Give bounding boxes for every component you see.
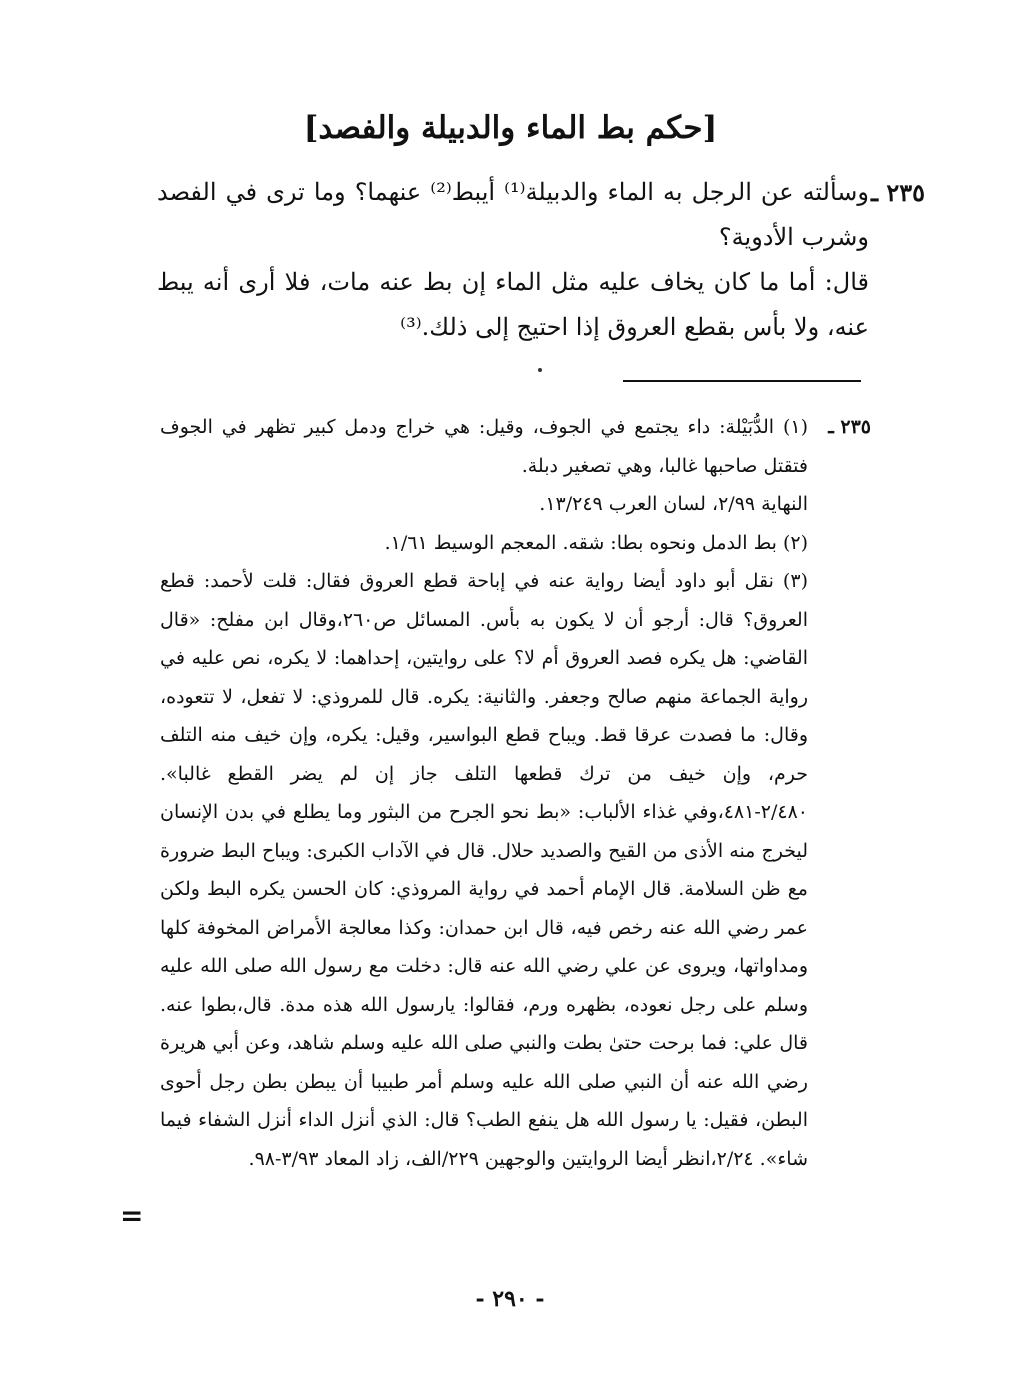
footnote-1 xyxy=(160,408,871,524)
footnote-2: (٢) بط الدمل ونحوه بطا: شقه. المعجم الوسيط ١/٦١. xyxy=(384,531,808,554)
footnote-entry-number: ٢٣٥ ـ xyxy=(828,416,871,438)
footnote-1-refs: النهاية ٢/٩٩، لسان العرب ١٣/٢٤٩. xyxy=(539,493,808,515)
footnotes xyxy=(160,408,871,1178)
page-number: - ٢٩٠ - xyxy=(475,1286,545,1312)
continuation-mark: = xyxy=(120,1199,144,1232)
section-title: [حكم بط الماء والدبيلة والفصد] xyxy=(303,110,718,146)
entry-number: ٢٣٥ ـ xyxy=(870,178,925,207)
entry-answer: قال: أما ما كان يخاف عليه مثل الماء إن بط عنه مات، فلا أرى أنه يبط عنه، ولا بأس بقطع العروق إذا احتيج إلى ذلك.⁽³⁾ xyxy=(157,268,869,341)
main-text xyxy=(157,170,925,350)
footnote-divider xyxy=(623,380,861,382)
entry-question xyxy=(157,170,925,260)
stray-dot xyxy=(538,368,542,372)
footnote-1-text: (١) الدُّبَيْلة: داء يجتمع في الجوف، وقيل: هي خراج ودمل كبير تظهر في الجوف فتقتل صاحبها غالبا، وهي تصغير دبلة. xyxy=(160,416,808,477)
footnote-3: (٣) نقل أبو داود أيضا رواية عنه في إباحة قطع العروق فقال: قلت لأحمد: قطع العروق؟ قال: أرجو أن لا يكون به بأس. المسائل ص٢٦٠،وقال ابن مفلح: «قال القاضي: هل يكره فصد العروق أم لا؟ على روايتين، إحداهما: لا يكره، نص عليه في رواية الجماعة منهم صالح وجعفر. والثانية: يكره. قال للمروذي: لا تفعل، لا تتعوده، وقال: ما فصدت عرقا قط. ويباح قطع البواسير، وقيل: يكره، وإن خيف منه التلف حرم، وإن خيف من ترك قطعها التلف جاز إن لم يضر القطع غالبا». ٢/٤٨٠-٤٨١،وفي غذاء الألباب: «بط نحو الجرح من البثور وما يطلع في بدن الإنسان ليخرج منه الأذى من القيح والصديد حلال. قال في الآداب الكبرى: ويباح البط ضرورة مع ظن السلامة. قال الإمام أحمد في رواية المروذي: كان الحسن يكره البط ولكن عمر رضي الله عنه رخص فيه، قال ابن حمدان: وكذا معالجة الأمراض المخوفة كلها ومداواتها، ويروى عن علي رضي الله عنه قال: دخلت مع رسول الله صلى الله عليه وسلم على رجل نعوده، بظهره ورم، فقالوا: يارسول الله هذه مدة. قال،بطوا عنه. قال علي: فما برحت حتىٰ بطت والنبي صلى الله عليه وسلم شاهد، وعن أبي هريرة رضي الله عنه أن النبي صلى الله عليه وسلم أمر طبيبا أن يبطن بطن رجل أحوى البطن، فقيل: يا رسول الله هل ينفع الطب؟ قال: الذي أنزل الداء أنزل الشفاء فيما شاء». ٢/٢٤،انظر أيضا الروايتين والوجهين ٢٢٩/الف، زاد المعاد ٣/٩٣-٩٨. xyxy=(160,570,808,1170)
question-text: وسألته عن الرجل به الماء والدبيلة⁽¹⁾ أيبط⁽²⁾ عنهما؟ وما ترى في الفصد وشرب الأدوية؟ xyxy=(157,178,870,251)
